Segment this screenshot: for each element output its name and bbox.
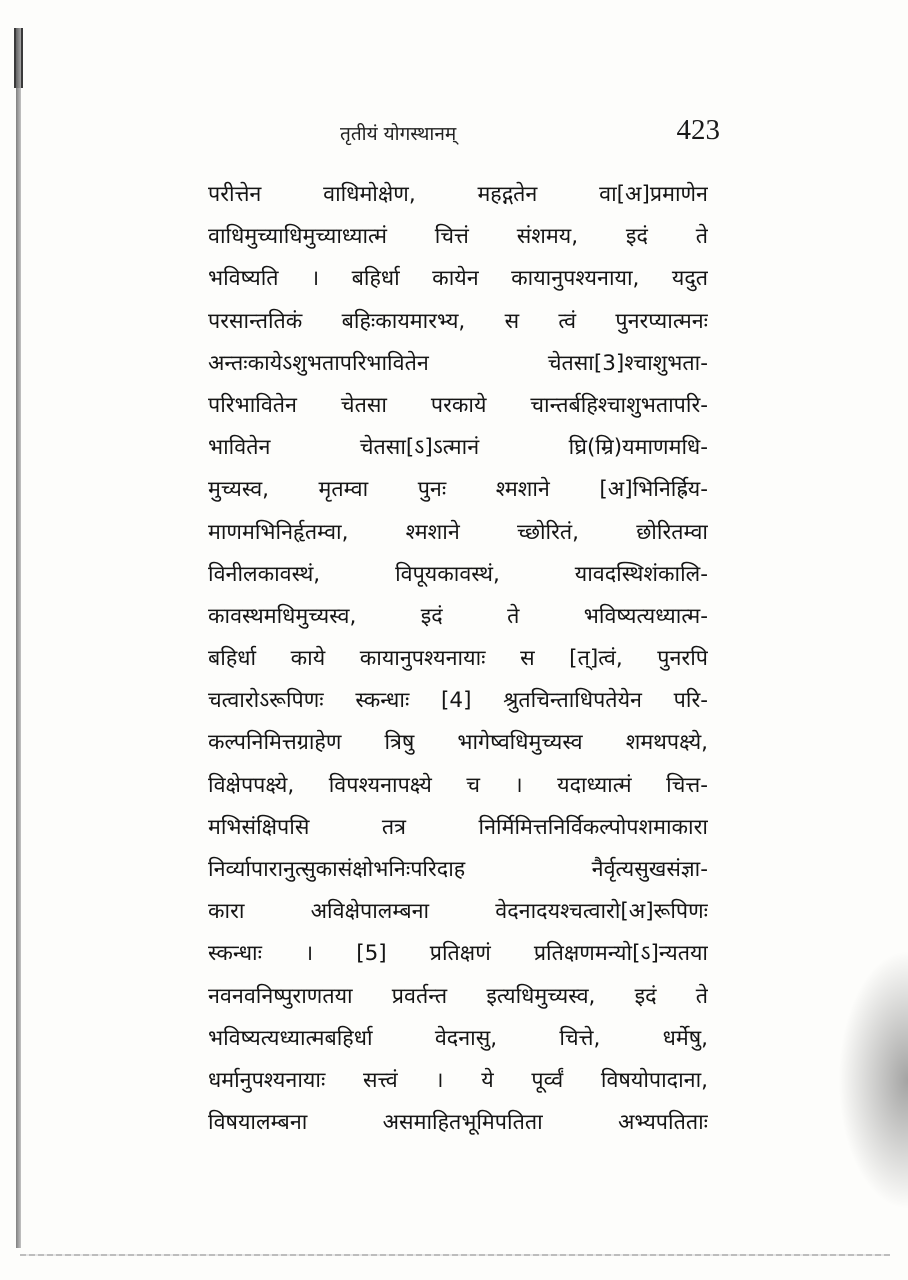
text-line: माणमभिनिर्हृतम्वा, श्मशाने च्छोरितं, छोरितम्वा — [208, 519, 708, 545]
text-line: मभिसंक्षिपसि तत्र निर्मिमित्तनिर्विकल्पोपशमाकारा — [208, 814, 708, 840]
running-title: तृतीयं योगस्थानम् — [340, 123, 457, 145]
text-line: नवनवनिष्पुराणतया प्रवर्तन्त इत्यधिमुच्यस्व, इदं ते — [208, 983, 708, 1009]
scan-binding-edge — [16, 28, 21, 1248]
scan-bottom-edge — [20, 1254, 890, 1256]
page-number: 423 — [676, 114, 720, 146]
text-line: परसान्ततिकं बहिःकायमारभ्य, स त्वं पुनरप्यात्मनः — [208, 308, 708, 334]
scan-shadow — [838, 950, 908, 1210]
text-line: मुच्यस्व, मृतम्वा पुनः श्मशाने [अ]भिनिर्ह्रिय- — [208, 477, 708, 503]
text-line: निर्व्यापारानुत्सुकासंक्षोभनिःपरिदाह नैर्वृत्यसुखसंज्ञा- — [208, 857, 708, 882]
text-line: भविष्यत्यध्यात्मबहिर्धा वेदनासु, चित्ते, धर्मेषु, — [208, 1025, 708, 1051]
text-line: धर्मानुपश्यनायाः सत्त्वं । ये पूर्व्वं विषयोपादाना, — [208, 1067, 708, 1093]
text-line: भावितेन चेतसा[ऽ]ऽत्मानं घ्रि(म्रि)यमाणमधि- — [208, 435, 708, 461]
text-line: स्कन्धाः । [5] प्रतिक्षणं प्रतिक्षणमन्यो[ऽ]न्यतया — [208, 941, 708, 967]
text-line: परिभावितेन चेतसा परकाये चान्तर्बहिश्चाशुभतापरि- — [208, 392, 708, 418]
text-line: वाधिमुच्याधिमुच्याध्यात्मं चित्तं संशमय, इदं ते — [208, 224, 708, 250]
text-line: अन्तःकायेऽशुभतापरिभावितेन चेतसा[3]श्चाशुभता- — [208, 350, 708, 376]
text-line: विनीलकावस्थं, विपूयकावस्थं, यावदस्थिशंकालि- — [208, 561, 708, 587]
text-line: परीत्तेन वाधिमोक्षेण, महद्गतेन वा[अ]प्रमाणेन — [208, 182, 708, 207]
text-line: बहिर्धा काये कायानुपश्यनायाः स [त्]त्वं, पुनरपि — [208, 646, 708, 672]
text-line: भविष्यति । बहिर्धा कायेन कायानुपश्यनाया, यदुत — [208, 266, 708, 292]
text-line: विषयालम्बना असमाहितभूमिपतिता अभ्यपतिताः — [208, 1110, 708, 1136]
page-header — [200, 112, 720, 152]
text-line: विक्षेपपक्ष्ये, विपश्यनापक्ष्ये च । यदाध्यात्मं चित्त- — [208, 772, 708, 798]
text-line: चत्वारोऽरूपिणः स्कन्धाः [4] श्रुतचिन्ताधिपतेयेन परि- — [208, 688, 708, 714]
text-line: कारा अविक्षेपालम्बना वेदनादयश्चत्वारो[अ]रूपिणः — [208, 899, 708, 925]
body-text — [208, 174, 708, 1144]
text-line: कावस्थमधिमुच्यस्व, इदं ते भविष्यत्यध्यात्म- — [208, 603, 708, 629]
text-line: कल्पनिमित्तग्राहेण त्रिषु भागेष्वधिमुच्यस्व शमथपक्ष्ये, — [208, 730, 708, 756]
